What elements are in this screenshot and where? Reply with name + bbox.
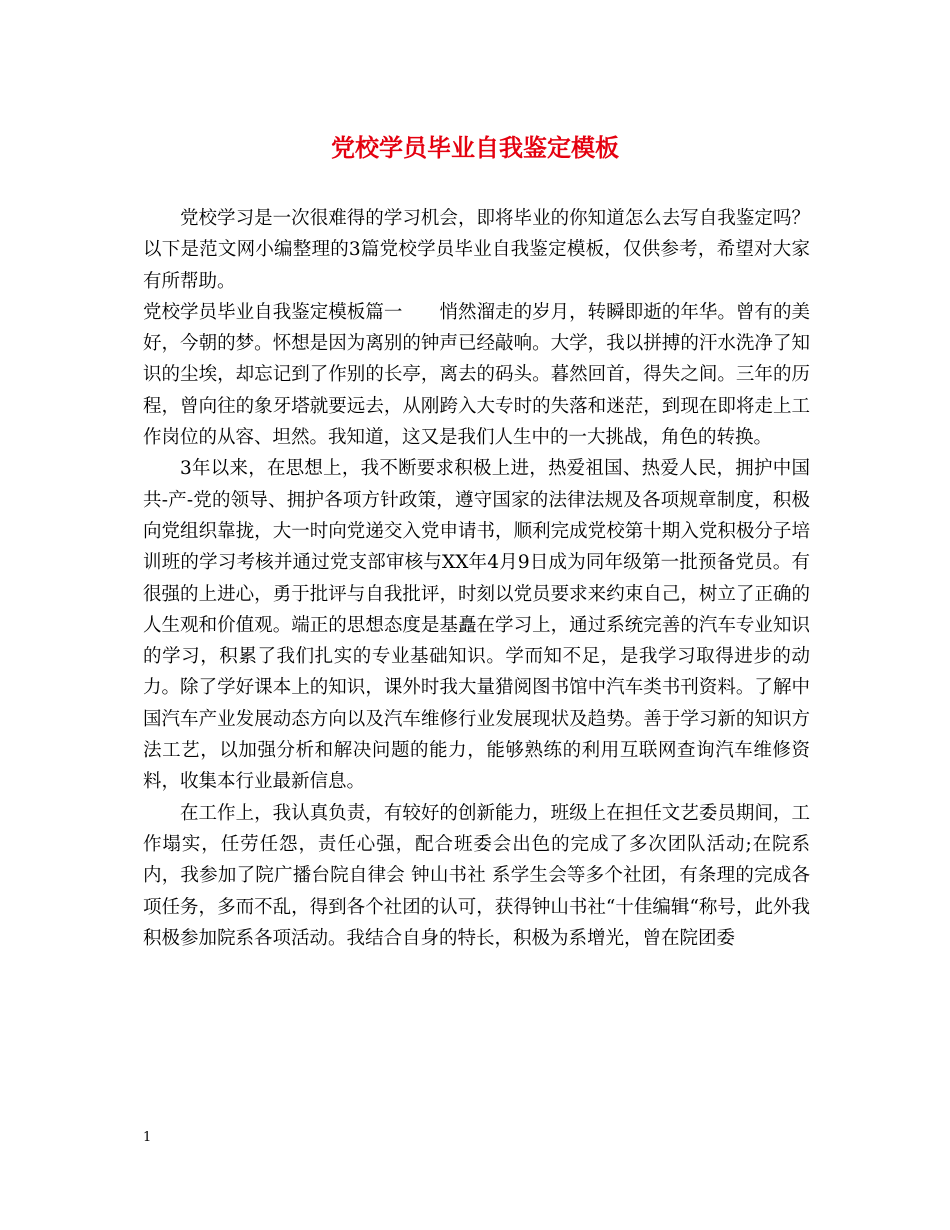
paragraph-ideology: 3年以来，在思想上，我不断要求积极上进，热爱祖国、热爱人民，拥护中国共-产-党的领导、拥护各项方针政策，遵守国家的法律法规及各项规章制度，积极向党组织靠拢，大一时向党递交入党申请书，顺利完成党校第十期入党积极分子培训班的学习考核并通过党支部审核与XX年4月9日成为同年级第一批预备党员。有很强的上进心，勇于批评与自我批评，时刻以党员要求来约束自己，树立了正确的人生观和价值观。端正的思想态度是基矗在学习上，通过系统完善的汽车专业知识的学习，积累了我们扎实的专业基础知识。学而知不足，是我学习取得进步的动力。除了学好课本上的知识，课外时我大量猎阅图书馆中汽车类书刊资料。了解中国汽车产业发展动态方向以及汽车维修行业发展现状及趋势。善于学习新的知识方法工艺，以加强分析和解决问题的能力，能够熟练的利用互联网查询汽车维修资料，收集本行业最新信息。 bbox=[143, 458, 810, 793]
document-body bbox=[143, 203, 810, 954]
document-title: 党校学员毕业自我鉴定模板 bbox=[331, 133, 619, 162]
page-number: 1 bbox=[143, 1130, 152, 1145]
paragraph-intro: 党校学习是一次很难得的学习机会，即将毕业的你知道怎么去写自我鉴定吗？以下是范文网小编整理的3篇党校学员毕业自我鉴定模板，仅供参考，希望对大家有所帮助。 bbox=[143, 208, 810, 292]
paragraph-template-one: 党校学员毕业自我鉴定模板篇一 悄然溜走的岁月，转瞬即逝的年华。曾有的美好，今朝的梦。怀想是因为离别的钟声已经敲响。大学，我以拼搏的汗水洗净了知识的尘埃，却忘记到了作别的长亭，离去的码头。暮然回首，得失之间。三年的历程，曾向往的象牙塔就要远去，从刚跨入大专时的失落和迷茫，到现在即将走上工作岗位的从容、坦然。我知道，这又是我们人生中的一大挑战，角色的转换。 bbox=[143, 301, 810, 449]
paragraph-work: 在工作上，我认真负责，有较好的创新能力，班级上在担任文艺委员期间，工作塌实，任劳任怨，责任心强，配合班委会出色的完成了多次团队活动;在院系内，我参加了院广播台院自律会 钟山书社 系学生会等多个社团，有条理的完成各项任务，多而不乱，得到各个社团的认可，获得钟山书社“十佳编辑“称号，此外我积极参加院系各项活动。我结合自身的特长，积极为系增光，曾在院团委 bbox=[143, 802, 810, 949]
